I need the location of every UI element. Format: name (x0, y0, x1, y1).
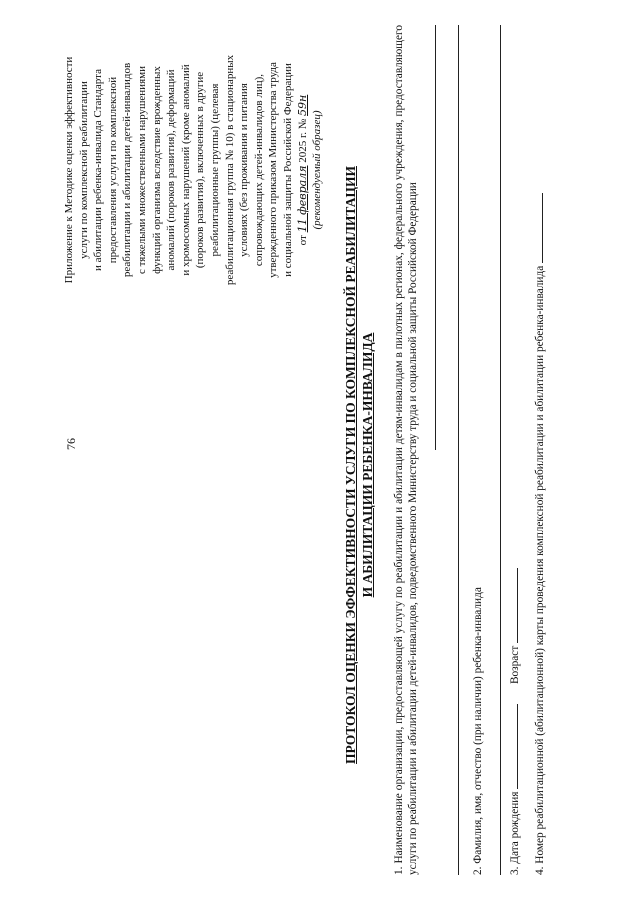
handwritten-date: 11 февраля (295, 165, 309, 233)
appendix-line: функций организма вследствие врожденных (150, 66, 163, 274)
item-child-name: 2. Фамилия, имя, отчество (при наличии) ребенка-инвалида (472, 587, 484, 875)
appendix-line: и социальной защиты Российской Федерации (281, 63, 294, 277)
appendix-line: (пороков развития), включенных в другие (194, 71, 207, 269)
appendix-line: реабилитационная группа № 10) в стационарных (223, 54, 236, 286)
handwritten-number: 59н (295, 94, 309, 116)
appendix-line: с тяжелыми множественными нарушениями (135, 66, 148, 274)
organization-name-line-2[interactable] (458, 25, 459, 875)
appendix-line: и абилитации ребенка-инвалида Стандарта (92, 69, 105, 271)
date-year: 2025 г. № (296, 118, 309, 163)
age-field[interactable] (507, 568, 518, 643)
appendix-date-line (296, 0, 311, 340)
birth-date-label: 3. Дата рождения (509, 791, 521, 875)
document-title (342, 105, 376, 825)
appendix-line: реабилитации и абилитации детей-инвалидов (121, 62, 134, 278)
birth-date-field[interactable] (507, 704, 518, 789)
age-label: Возраст (509, 645, 521, 684)
card-number-label: 4. Номер реабилитационной (абилитационной) карты проведения комплексной реабилитации и абилитации ребенка-инвалида (534, 265, 546, 875)
page-number: 76 (64, 438, 78, 450)
title-line-1: ПРОТОКОЛ ОЦЕНКИ ЭФФЕКТИВНОСТИ УСЛУГИ ПО КОМПЛЕКСНОЙ РЕАБИЛИТАЦИИ (343, 166, 358, 764)
item-card-number (532, 193, 546, 875)
appendix-line: условиях (без проживания и питания (238, 83, 251, 257)
card-number-field[interactable] (532, 193, 543, 263)
date-prefix: от (296, 235, 309, 246)
model-note: (рекомендуемый образец) (311, 110, 324, 230)
appendix-block (62, 0, 325, 340)
appendix-line: утвержденного приказом Министерства труда (267, 62, 280, 278)
child-name-line[interactable] (500, 25, 501, 875)
appendix-line: услуги по комплексной реабилитации (77, 81, 90, 259)
organization-name-line[interactable] (435, 25, 436, 450)
appendix-line: реабилитационные группы) (целевая (208, 83, 221, 257)
appendix-line: предоставления услуги по комплексной (106, 76, 119, 264)
appendix-line: аномалий (пороков развития), деформаций (165, 69, 178, 271)
appendix-line: сопровождающих детей-инвалидов лиц), (252, 73, 265, 267)
item-birth-age (507, 568, 521, 875)
appendix-line: Приложение к Методике оценки эффективности (63, 56, 75, 284)
appendix-line: и хромосомных нарушений (кроме аномалий (179, 64, 192, 276)
title-line-2: И АБИЛИТАЦИИ РЕБЕНКА-ИНВАЛИДА (360, 332, 375, 598)
form-body (392, 25, 420, 875)
item-organization-name: 1. Наименование организации, предоставляющей услугу по реабилитации и абилитации детям-инвалидам в пилотных регионах, федерального учреждения, предоставляющего услуги по реабилитации и абилитации детей-инвалидов, подведомственного Министерству труда и социальной защиты Российской Федерации (393, 25, 419, 875)
